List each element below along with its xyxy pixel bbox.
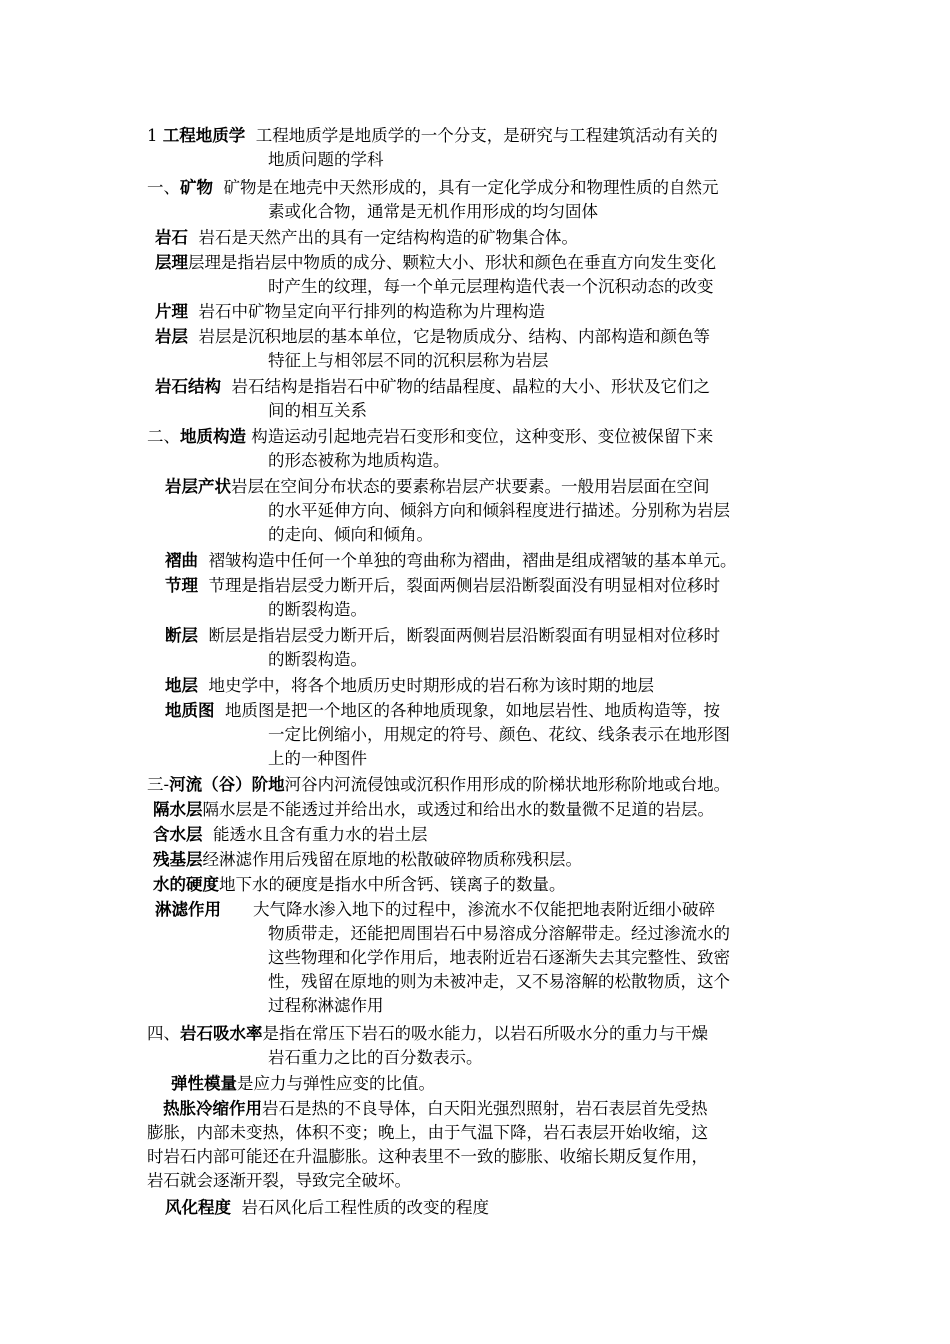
entry-text: 岩石是热的不良导体，白天阳光强烈照射，岩石表层首先受热	[262, 1099, 708, 1118]
entry-text: 岩石中矿物呈定向平行排列的构造称为片理构造	[198, 302, 545, 321]
entry-text: 大气降水渗入地下的过程中，渗流水不仅能把地表附近细小破碎	[253, 900, 715, 919]
entry-prefix: 1	[147, 126, 163, 145]
entry-text: 河谷内河流侵蚀或沉积作用形成的阶梯状地形称阶地或台地。	[284, 775, 731, 794]
entry-text: 构造运动引起地壳岩石变形和变位，这种变形、变位被保留下来	[251, 427, 714, 446]
entry-text: 的水平延伸方向、倾斜方向和倾斜程度进行描述。分别称为岩层	[268, 501, 730, 520]
entry-term: 水的硬度	[153, 875, 219, 894]
entry-mineral	[147, 176, 807, 224]
entry-engineering-geology	[147, 124, 807, 172]
entry-text: 工程地质学是地质学的一个分支，是研究与工程建筑活动有关的	[255, 126, 718, 145]
entry-term: 隔水层	[153, 800, 203, 819]
entry-text: 能透水且含有重力水的岩土层	[213, 825, 428, 844]
entry-text: 岩石重力之比的百分数表示。	[268, 1048, 483, 1067]
entry-text: 经淋滤作用后残留在原地的松散破碎物质称残积层。	[202, 850, 582, 869]
entry-term: 岩层	[155, 327, 188, 346]
entry-term: 残基层	[153, 850, 203, 869]
entry-bedding	[155, 251, 815, 299]
entry-text: 节理是指岩层受力断开后，裂面两侧岩层沿断裂面没有明显相对位移时	[208, 576, 720, 595]
entry-term: 热胀冷缩作用	[163, 1099, 262, 1118]
entry-term: 弹性模量	[171, 1074, 237, 1093]
entry-text: 这些物理和化学作用后，地表附近岩石逐渐失去其完整性、致密	[268, 948, 730, 967]
entry-term: 地层	[165, 676, 198, 695]
entry-text: 物质带走，还能把周围岩石中易溶成分溶解带走。经过渗流水的	[268, 924, 730, 943]
entry-text: 矿物是在地壳中天然形成的，具有一定化学成分和物理性质的自然元	[223, 178, 719, 197]
entry-residual-layer	[153, 848, 813, 872]
entry-text: 地质图是把一个地区的各种地质现象，如地层岩性、地质构造等，按	[225, 701, 720, 720]
entry-aquifer	[153, 823, 813, 847]
entry-text: 的走向、倾向和倾角。	[268, 525, 433, 544]
entry-term: 岩石吸水率	[180, 1024, 263, 1043]
entry-text: 的断裂构造。	[268, 600, 367, 619]
entry-thermal-expansion	[147, 1097, 807, 1193]
entry-term: 断层	[165, 626, 198, 645]
entry-term: 地质图	[165, 701, 215, 720]
entry-term: 褶曲	[165, 551, 198, 570]
entry-text: 一定比例缩小，用规定的符号、颜色、花纹、线条表示在地形图	[268, 725, 730, 744]
entry-text: 过程称淋滤作用	[268, 996, 384, 1015]
entry-text: 隔水层是不能透过并给出水，或透过和给出水的数量微不足道的岩层。	[202, 800, 714, 819]
entry-text: 岩石风化后工程性质的改变的程度	[241, 1198, 489, 1217]
entry-text: 层理是指岩层中物质的成分、颗粒大小、形状和颜色在垂直方向发生变化	[188, 253, 716, 272]
entry-geologic-structure	[147, 425, 807, 473]
entry-river-terrace	[147, 773, 807, 797]
entry-strata	[165, 674, 825, 698]
entry-elastic-modulus	[171, 1072, 831, 1096]
entry-text: 时岩石内部可能还在升温膨胀。这种表里不一致的膨胀、收缩长期反复作用，	[147, 1147, 708, 1166]
entry-term: 含水层	[153, 825, 203, 844]
entry-rock-texture	[155, 375, 815, 423]
entry-term: 岩层产状	[165, 477, 231, 496]
entry-term: 风化程度	[165, 1198, 231, 1217]
entry-prefix: 一、	[147, 178, 180, 197]
entry-text: 上的一种图件	[268, 749, 367, 768]
entry-term: 层理	[155, 253, 188, 272]
entry-attitude	[165, 475, 825, 547]
entry-text: 岩层是沉积地层的基本单位，它是物质成分、结构、内部构造和颜色等	[198, 327, 710, 346]
entry-text: 岩石就会逐渐开裂，导致完全破坏。	[147, 1171, 411, 1190]
entry-aquiclude	[153, 798, 813, 822]
entry-fault	[165, 624, 825, 672]
entry-leaching	[155, 898, 815, 1018]
entry-text: 褶皱构造中任何一个单独的弯曲称为褶曲，褶曲是组成褶皱的基本单元。	[208, 551, 737, 570]
entry-text: 是应力与弹性应变的比值。	[237, 1074, 435, 1093]
entry-prefix: 二、	[147, 427, 180, 446]
entry-term: 节理	[165, 576, 198, 595]
entry-geologic-map	[165, 699, 825, 771]
entry-text: 岩石结构是指岩石中矿物的结晶程度、晶粒的大小、形状及它们之	[231, 377, 710, 396]
entry-text: 岩石是天然产出的具有一定结构构造的矿物集合体。	[198, 228, 578, 247]
entry-term: 工程地质学	[162, 126, 246, 145]
entry-text: 地史学中，将各个地质历史时期形成的岩石称为该时期的地层	[208, 676, 654, 695]
entry-term: 岩石	[155, 228, 188, 247]
entry-text: 膨胀，内部未变热，体积不变；晚上，由于气温下降，岩石表层开始收缩，这	[147, 1123, 708, 1142]
entry-term: 矿物	[180, 178, 213, 197]
entry-text: 地质问题的学科	[268, 150, 384, 169]
entry-term: 地质构造	[180, 427, 246, 446]
entry-prefix: 四、	[147, 1024, 180, 1043]
entry-rock	[155, 226, 815, 250]
entry-text: 地下水的硬度是指水中所含钙、镁离子的数量。	[219, 875, 566, 894]
entry-text: 断层是指岩层受力断开后，断裂面两侧岩层沿断裂面有明显相对位移时	[208, 626, 720, 645]
entry-text: 性，残留在原地的则为未被冲走，又不易溶解的松散物质，这个	[268, 972, 730, 991]
entry-text: 时产生的纹理，每一个单元层理构造代表一个沉积动态的改变	[268, 277, 714, 296]
entry-term: 淋滤作用	[155, 900, 221, 919]
entry-text: 岩层在空间分布状态的要素称岩层产状要素。一般用岩层面在空间	[231, 477, 710, 496]
entry-text: 特征上与相邻层不同的沉积层称为岩层	[268, 351, 549, 370]
entry-schistosity	[155, 300, 815, 324]
entry-water-absorption	[147, 1022, 807, 1070]
entry-term: 河流（谷）阶地	[169, 775, 285, 794]
entry-water-hardness	[153, 873, 813, 897]
entry-prefix: 三-	[147, 775, 170, 794]
entry-weathering-degree	[165, 1196, 825, 1220]
entry-term: 岩石结构	[155, 377, 221, 396]
entry-text: 素或化合物，通常是无机作用形成的均匀固体	[268, 202, 598, 221]
entry-joint	[165, 574, 825, 622]
entry-fold	[165, 549, 825, 573]
entry-text: 的断裂构造。	[268, 650, 367, 669]
entry-text: 间的相互关系	[268, 401, 367, 420]
entry-term: 片理	[155, 302, 188, 321]
entry-text: 是指在常压下岩石的吸水能力，以岩石所吸水分的重力与干燥	[262, 1024, 708, 1043]
entry-stratum	[155, 325, 815, 373]
entry-text: 的形态被称为地质构造。	[268, 451, 450, 470]
